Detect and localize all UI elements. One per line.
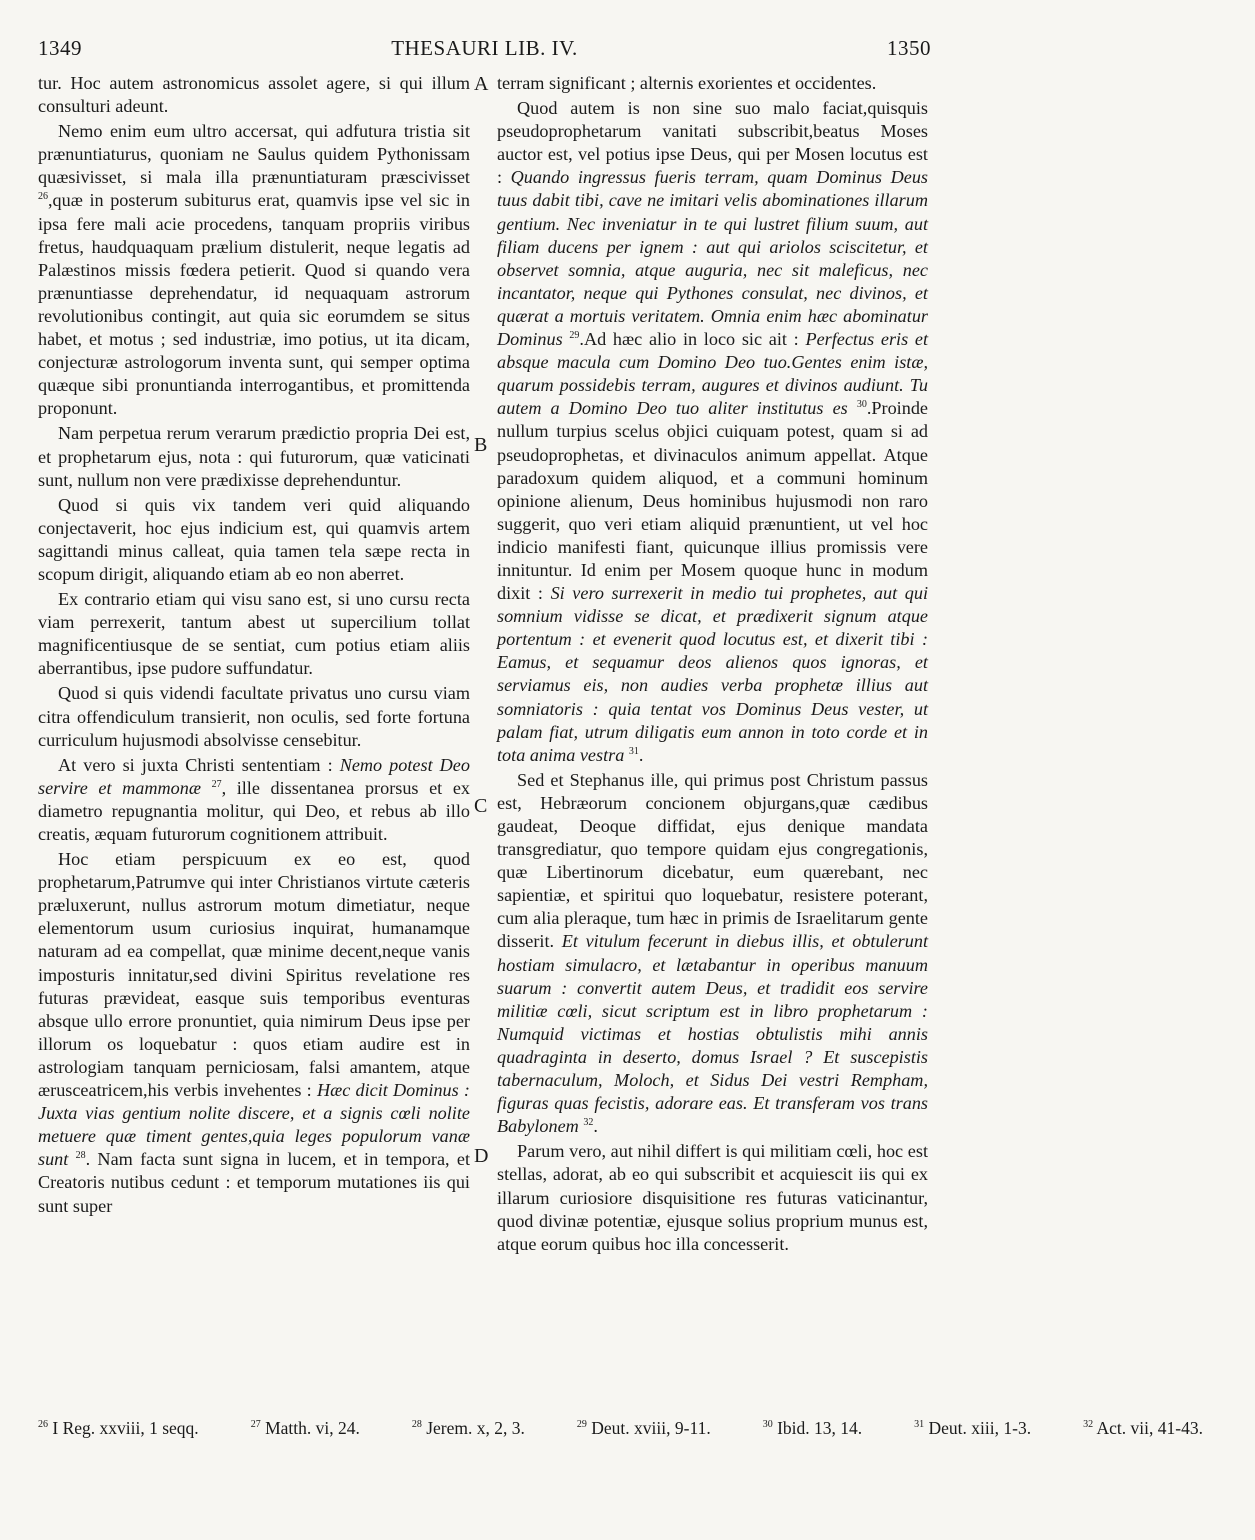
footnote-number: 31: [914, 1419, 925, 1430]
text-run: .: [638, 744, 644, 765]
footnote-number: 32: [1083, 1419, 1094, 1430]
text-run: tur. Hoc autem astronomicus assolet agere, si qui illum consulturi adeunt.: [38, 73, 470, 117]
footnote-number: 30: [762, 1419, 773, 1430]
paragraph: [38, 72, 470, 118]
footnote: [1083, 1418, 1229, 1438]
margin-marker-b: B: [474, 434, 488, 456]
text-run: , ille dissentanea prorsus et ex diametro repugnantia molitur, qui Deo, et rebus ab illo creatis, æquam futurorum cognitionem attribuit.: [38, 777, 470, 844]
paragraph: [38, 494, 470, 586]
paragraph: [497, 1140, 928, 1255]
scripture-quote: Hæc dicit Dominus : Juxta vias gentium nolite discere, et a signis cœli nolite metuere quæ timent gentes,quia leges populorum vanæ sunt: [38, 1080, 470, 1170]
text-run: Nemo enim eum ultro accersat, qui adfutura tristia sit prænuntiaturus, quoniam ne Saulus quidem Pythonissam quæsivisset, si mala illa prænuntiaturam præscivisset: [38, 121, 470, 188]
footnotes: [38, 1417, 1203, 1439]
text-run: Ex contrario etiam qui visu sano est, si uno cursu recta viam perrexerit, tantum abest ut supercilium tollat magnificentiusque de se sentiat, cum potius etiam aliis aberrantibus, ipse pudore suffundatur.: [38, 589, 470, 679]
text-run: [201, 778, 212, 798]
paragraph: [497, 769, 928, 1139]
paragraph: [38, 682, 470, 751]
footnote-ref: 28: [75, 1150, 86, 1162]
footnote-text: Matth. vi, 24.: [265, 1418, 360, 1438]
text-run: terram significant ; alternis exorientes et occidentes.: [497, 73, 877, 93]
paragraph: [38, 588, 470, 680]
text-run: .Proinde nullum turpius scelus objici cuiquam potest, quam si ad pseudoprophetas, et divinaculos animum appellat. Atque paradoxum quidem aliquod, et a communi hominum opinione alienum, Deus hominibus hujusmodi non raro suggerit, quo veri etiam aliquid prænuntient, ut vel hoc indicio manifesti fiant, quicunque illius promissis vere innituntur. Id enim per Mosem quoque hunc in modum dixit :: [497, 398, 929, 604]
footnote: [38, 1418, 225, 1438]
footnote: [577, 1418, 737, 1438]
margin-marker-d: D: [474, 1145, 489, 1167]
text-run: At vero si juxta Christi sententiam :: [58, 754, 340, 775]
margin-marker-a: A: [474, 73, 489, 95]
text-run: .: [593, 1116, 598, 1137]
footnote-text: Ibid. 13, 14.: [777, 1418, 863, 1438]
left-page-number: 1349: [38, 36, 82, 60]
paragraph: [38, 754, 470, 846]
right-page-number: 1350: [887, 36, 931, 60]
footnote-text: Deut. xiii, 1-3.: [928, 1418, 1032, 1438]
text-run: Quod si quis videndi facultate privatus uno cursu viam citra offendiculum transierit, non oculis, sed forte fortuna curriculum hujusmodi absolvisse censebitur.: [38, 683, 470, 750]
text-run: ,quæ in posterum subiturus erat, quamvis ipse vel sic in ipsa fere mali acie procedens, tanquam propriis viribus fretus, haudquaquam prælium distulerit, neque legatis ad Palæstinos missis fœdera petierit. Quod si quando vera prænuntiasse deprehendatur, id nequaquam astrorum revolutionibus contingit, aut quia sic eorumdem se situs habet, et motus ; sed industriæ, imo potius, ut ita dicam, conjecturæ astrologorum inventa sunt, qui semper optima quæque sibi pronuntianda interrogantibus, et promittenda proponunt.: [38, 190, 470, 419]
scripture-quote: Nemo potest Deo servire et mammonæ: [38, 754, 470, 798]
scripture-quote: Si vero surrexerit in medio tui prophetes, aut qui somnium vidisse se dicat, et prædixerit signum atque portentum : et evenerit quod locutus est, et dixerit tibi : Eamus, et sequamur deos alienos quos ignoras, et serviamus eis, non audies verba prophetæ illius aut somniatoris : quia tentat vos Dominus Deus vester, ut palam fiat, utrum diligatis eum annon in toto corde et in tota anima vestra: [497, 583, 928, 765]
left-column: [38, 72, 470, 1218]
footnote-number: 28: [411, 1419, 422, 1430]
footnote-number: 26: [38, 1419, 48, 1430]
footnote: [251, 1418, 386, 1438]
footnote: [763, 1418, 888, 1438]
footnote-text: Deut. xviii, 9-11.: [591, 1418, 711, 1438]
text-run: Sed et Stephanus ille, qui primus post Christum passus est, Hebræorum concionem objurgans,quæ cædibus gaudeat, Deoque diffidat, ejus denique mandata transgrediatur, quo tempore quidam ejus congregationis, quæ Libertinorum dicebatur, eum quærebant, nec sapientiæ, et spiritui quo loquebatur, resistere poterant, cum alia pleraque, tum hæc in primis de Israelitarum gente disserit.: [497, 769, 928, 952]
footnote-ref: 27: [211, 778, 222, 790]
footnote-text: Act. vii, 41-43.: [1096, 1418, 1203, 1438]
footnote-number: 29: [576, 1419, 587, 1430]
running-title: THESAURI LIB. IV.: [391, 36, 578, 60]
text-run: [848, 398, 857, 418]
text-run: .Ad hæc alio in loco sic ait :: [579, 329, 806, 350]
footnote-ref: 32: [583, 1117, 594, 1129]
running-header: [38, 36, 931, 62]
footnote-text: I Reg. xxviii, 1 seqq.: [52, 1418, 199, 1438]
scripture-quote: Perfectus eris et absque macula cum Domino Deo tuo.Gentes enim istæ, quarum possidebis terram, augures et divinos audiunt. Tu autem a Domino Deo tuo aliter institutus es: [497, 329, 929, 419]
footnote: [914, 1418, 1057, 1438]
paragraph: [38, 848, 470, 1218]
footnote-text: Jerem. x, 2, 3.: [426, 1418, 525, 1438]
paragraph: [497, 72, 928, 95]
text-run: Quod autem is non sine suo malo faciat,quisquis pseudoprophetarum vanitati subscribit,beatus Moses auctor est, vel potius ipse Deus, qui per Mosen locutus est :: [497, 98, 928, 188]
footnote-ref: 30: [856, 399, 867, 411]
footnote-ref: 29: [569, 330, 580, 342]
paragraph: [38, 120, 470, 420]
footnote-number: 27: [250, 1419, 261, 1430]
text-run: Parum vero, aut nihil differt is qui militiam cœli, hoc est stellas, adorat, ab eo qui subscribit et acquiescit iis qui ex illarum curiosiore disquisitione res futuras vaticinantur, quod divinæ potentiæ, ejusque solius proprium munus est, atque eorum quibus hoc illa concesserit.: [497, 1141, 928, 1254]
footnote-ref: 31: [628, 745, 639, 757]
text-run: Hoc etiam perspicuum ex eo est, quod prophetarum,Patrumve qui inter Christianos virtute cæteris præluxerunt, nullus astrorum motum dimetiatur, neque elementorum usum curiosius inquirat, humanamque naturam ad ea compellat, quæ minime decent,neque vanis imposturis innitatur,sed divini Spiritus revelatione res futuras prævideat, easque suis temporibus eventuras absque ullo errore pronuntiet, quia nimirum Deus ipse per illorum os loquebatur : quos etiam audire est in astrologiam tanquam perniciosam, falsi amantem, atque ærusceatricem,his verbis invehentes :: [38, 849, 470, 1101]
margin-marker-c: C: [474, 795, 488, 817]
text-run: Quod si quis vix tandem veri quid aliquando conjectaverit, hoc ejus indicium est, qui quamvis artem sagittandi minus calleat, quia tamen tela sæpe recta in scopum dirigit, aliquando etiam ab eo non aberret.: [38, 494, 470, 584]
paragraph: [497, 97, 928, 767]
right-column: [497, 72, 928, 1256]
text-run: [68, 1149, 75, 1169]
footnote-ref: 26: [38, 191, 48, 203]
text-run: . Nam facta sunt signa in lucem, et in tempora, et Creatoris nutibus cedunt : et temporum mutationes iis qui sunt super: [38, 1149, 470, 1216]
scripture-quote: Et vitulum fecerunt in diebus illis, et obtulerunt hostiam simulacro, et lætabantur in operibus manuum suarum : convertit autem Deus, et tradidit eos servire militiæ cœli, sicut scriptum est in libro prophetarum : Numquid victimas et hostias obtulistis mihi annis quadraginta in deserto, domus Israel ? Et suscepistis tabernaculum, Moloch, et Sidus Dei vestri Rempham, figuras quas fecistis, adorare eas. Et transferam vos trans Babylonem: [497, 931, 928, 1137]
scripture-quote: Quando ingressus fueris terram, quam Dominus Deus tuus dabit tibi, cave ne imitari velis abominationes illarum gentium. Nec inveniatur in te qui lustret filium suum, aut filiam ducens per ignem : aut qui ariolos sciscitetur, et observet somnia, atque auguria, nec sit maleficus, nec incantator, neque qui Pythones consulat, nec divinos, et quærat a mortuis veritatem. Omnia enim hæc abominatur Dominus: [497, 167, 928, 350]
text-run: Nam perpetua rerum verarum prædictio propria Dei est, et prophetarum ejus, nota : qui futurorum, quæ vaticinati sunt, nullum non vere prædixisse deprehenduntur.: [38, 423, 470, 490]
footnote: [412, 1418, 551, 1438]
paragraph: [38, 422, 470, 491]
